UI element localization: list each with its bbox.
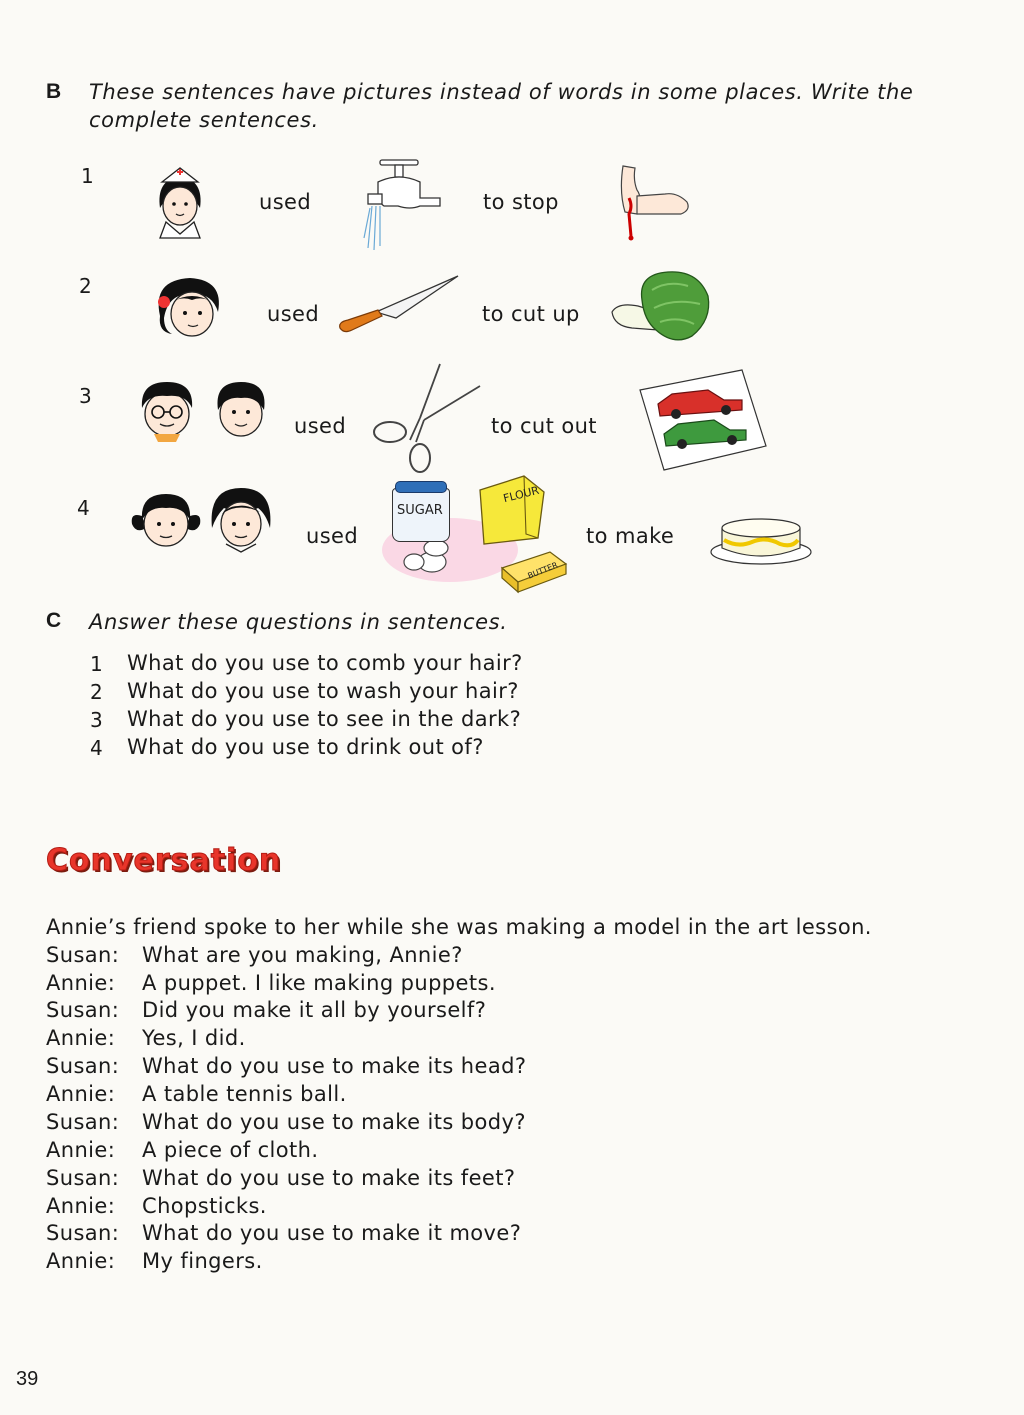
dialogue-line <box>0 1138 1024 1166</box>
question-number: 3 <box>90 708 103 732</box>
speaker-label: Susan: <box>46 1221 120 1245</box>
speaker-label: Susan: <box>46 943 120 967</box>
dialogue-line <box>0 1194 1024 1222</box>
section-b-instruction-line1: These sentences have pictures instead of words in some places. Write the <box>89 80 914 104</box>
dialogue-text: What do you use to make its body? <box>142 1110 526 1134</box>
boy-with-glasses-picture <box>136 378 198 442</box>
conversation-title: Conversation <box>46 843 282 878</box>
question-number: 1 <box>90 652 103 676</box>
butter-label: BUTTER <box>526 560 560 581</box>
speaker-label: Annie: <box>46 1026 116 1050</box>
speaker-label: Annie: <box>46 971 116 995</box>
speaker-label: Annie: <box>46 1194 116 1218</box>
dialogue-text: Did you make it all by yourself? <box>142 998 487 1022</box>
dialogue-line <box>0 943 1024 971</box>
boy-picture <box>212 378 270 442</box>
dialogue-line <box>0 1082 1024 1110</box>
dialogue-text: A puppet. I like making puppets. <box>142 971 496 995</box>
dialogue-text: What are you making, Annie? <box>142 943 463 967</box>
dialogue-line <box>0 1166 1024 1194</box>
row-word-used: used <box>294 414 347 438</box>
row-number: 1 <box>81 164 94 188</box>
question-text: What do you use to comb your hair? <box>127 651 523 675</box>
nurse-picture <box>150 160 210 240</box>
dialogue-line <box>0 1221 1024 1249</box>
dialogue-text: What do you use to make it move? <box>142 1221 522 1245</box>
section-b-instruction-line2: complete sentences. <box>89 108 319 132</box>
speaker-label: Susan: <box>46 1166 120 1190</box>
question-text: What do you use to wash your hair? <box>127 679 519 703</box>
row-number: 2 <box>79 274 92 298</box>
dialogue-line <box>0 971 1024 999</box>
section-c-letter: C <box>46 609 62 632</box>
dialogue-line <box>0 1110 1024 1138</box>
girl-with-short-hair-picture <box>208 484 274 554</box>
speaker-label: Susan: <box>46 1054 120 1078</box>
scissors-picture <box>366 362 484 476</box>
conversation-intro: Annie’s friend spoke to her while she was making a model in the art lesson. <box>46 915 872 939</box>
question-number: 2 <box>90 680 103 704</box>
sugar-label: SUGAR <box>397 503 443 518</box>
dialogue-text: My fingers. <box>142 1249 263 1273</box>
dialogue-text: Yes, I did. <box>142 1026 246 1050</box>
question-text: What do you use to see in the dark? <box>127 707 522 731</box>
girl-picture <box>152 272 226 344</box>
tap-picture <box>360 158 445 253</box>
row-number: 3 <box>79 384 92 408</box>
row-word-action: to cut up <box>482 302 580 326</box>
row-word-used: used <box>259 190 312 214</box>
dialogue-text: A piece of cloth. <box>142 1138 319 1162</box>
cake-picture <box>708 512 814 568</box>
section-b-letter: B <box>46 80 62 103</box>
dialogue-text: A table tennis ball. <box>142 1082 347 1106</box>
question-text: What do you use to drink out of? <box>127 735 484 759</box>
dialogue-line <box>0 1249 1024 1277</box>
cabbage-picture <box>608 268 713 346</box>
girl-with-pigtails-picture <box>128 488 204 552</box>
dialogue-text: What do you use to make its head? <box>142 1054 527 1078</box>
car-picture-card <box>638 368 768 472</box>
bleeding-arm-picture <box>615 162 695 247</box>
row-word-action: to cut out <box>491 414 597 438</box>
section-b-instruction <box>89 78 989 134</box>
knife-picture <box>336 272 464 338</box>
speaker-label: Annie: <box>46 1249 116 1273</box>
speaker-label: Annie: <box>46 1138 116 1162</box>
speaker-label: Susan: <box>46 998 120 1022</box>
row-word-action: to stop <box>483 190 559 214</box>
page-number: 39 <box>16 1368 39 1390</box>
dialogue-line <box>0 1054 1024 1082</box>
row-word-used: used <box>267 302 320 326</box>
section-c-instruction: Answer these questions in sentences. <box>89 610 508 634</box>
row-number: 4 <box>77 496 90 520</box>
flour-label: FLOUR <box>501 483 541 506</box>
dialogue-text: What do you use to make its feet? <box>142 1166 516 1190</box>
row-word-used: used <box>306 524 359 548</box>
dialogue-line <box>0 1026 1024 1054</box>
speaker-label: Susan: <box>46 1110 120 1134</box>
question-number: 4 <box>90 736 103 760</box>
speaker-label: Annie: <box>46 1082 116 1106</box>
dialogue-line <box>0 998 1024 1026</box>
sugar-jar <box>392 488 450 542</box>
row-word-action: to make <box>586 524 675 548</box>
dialogue-text: Chopsticks. <box>142 1194 267 1218</box>
